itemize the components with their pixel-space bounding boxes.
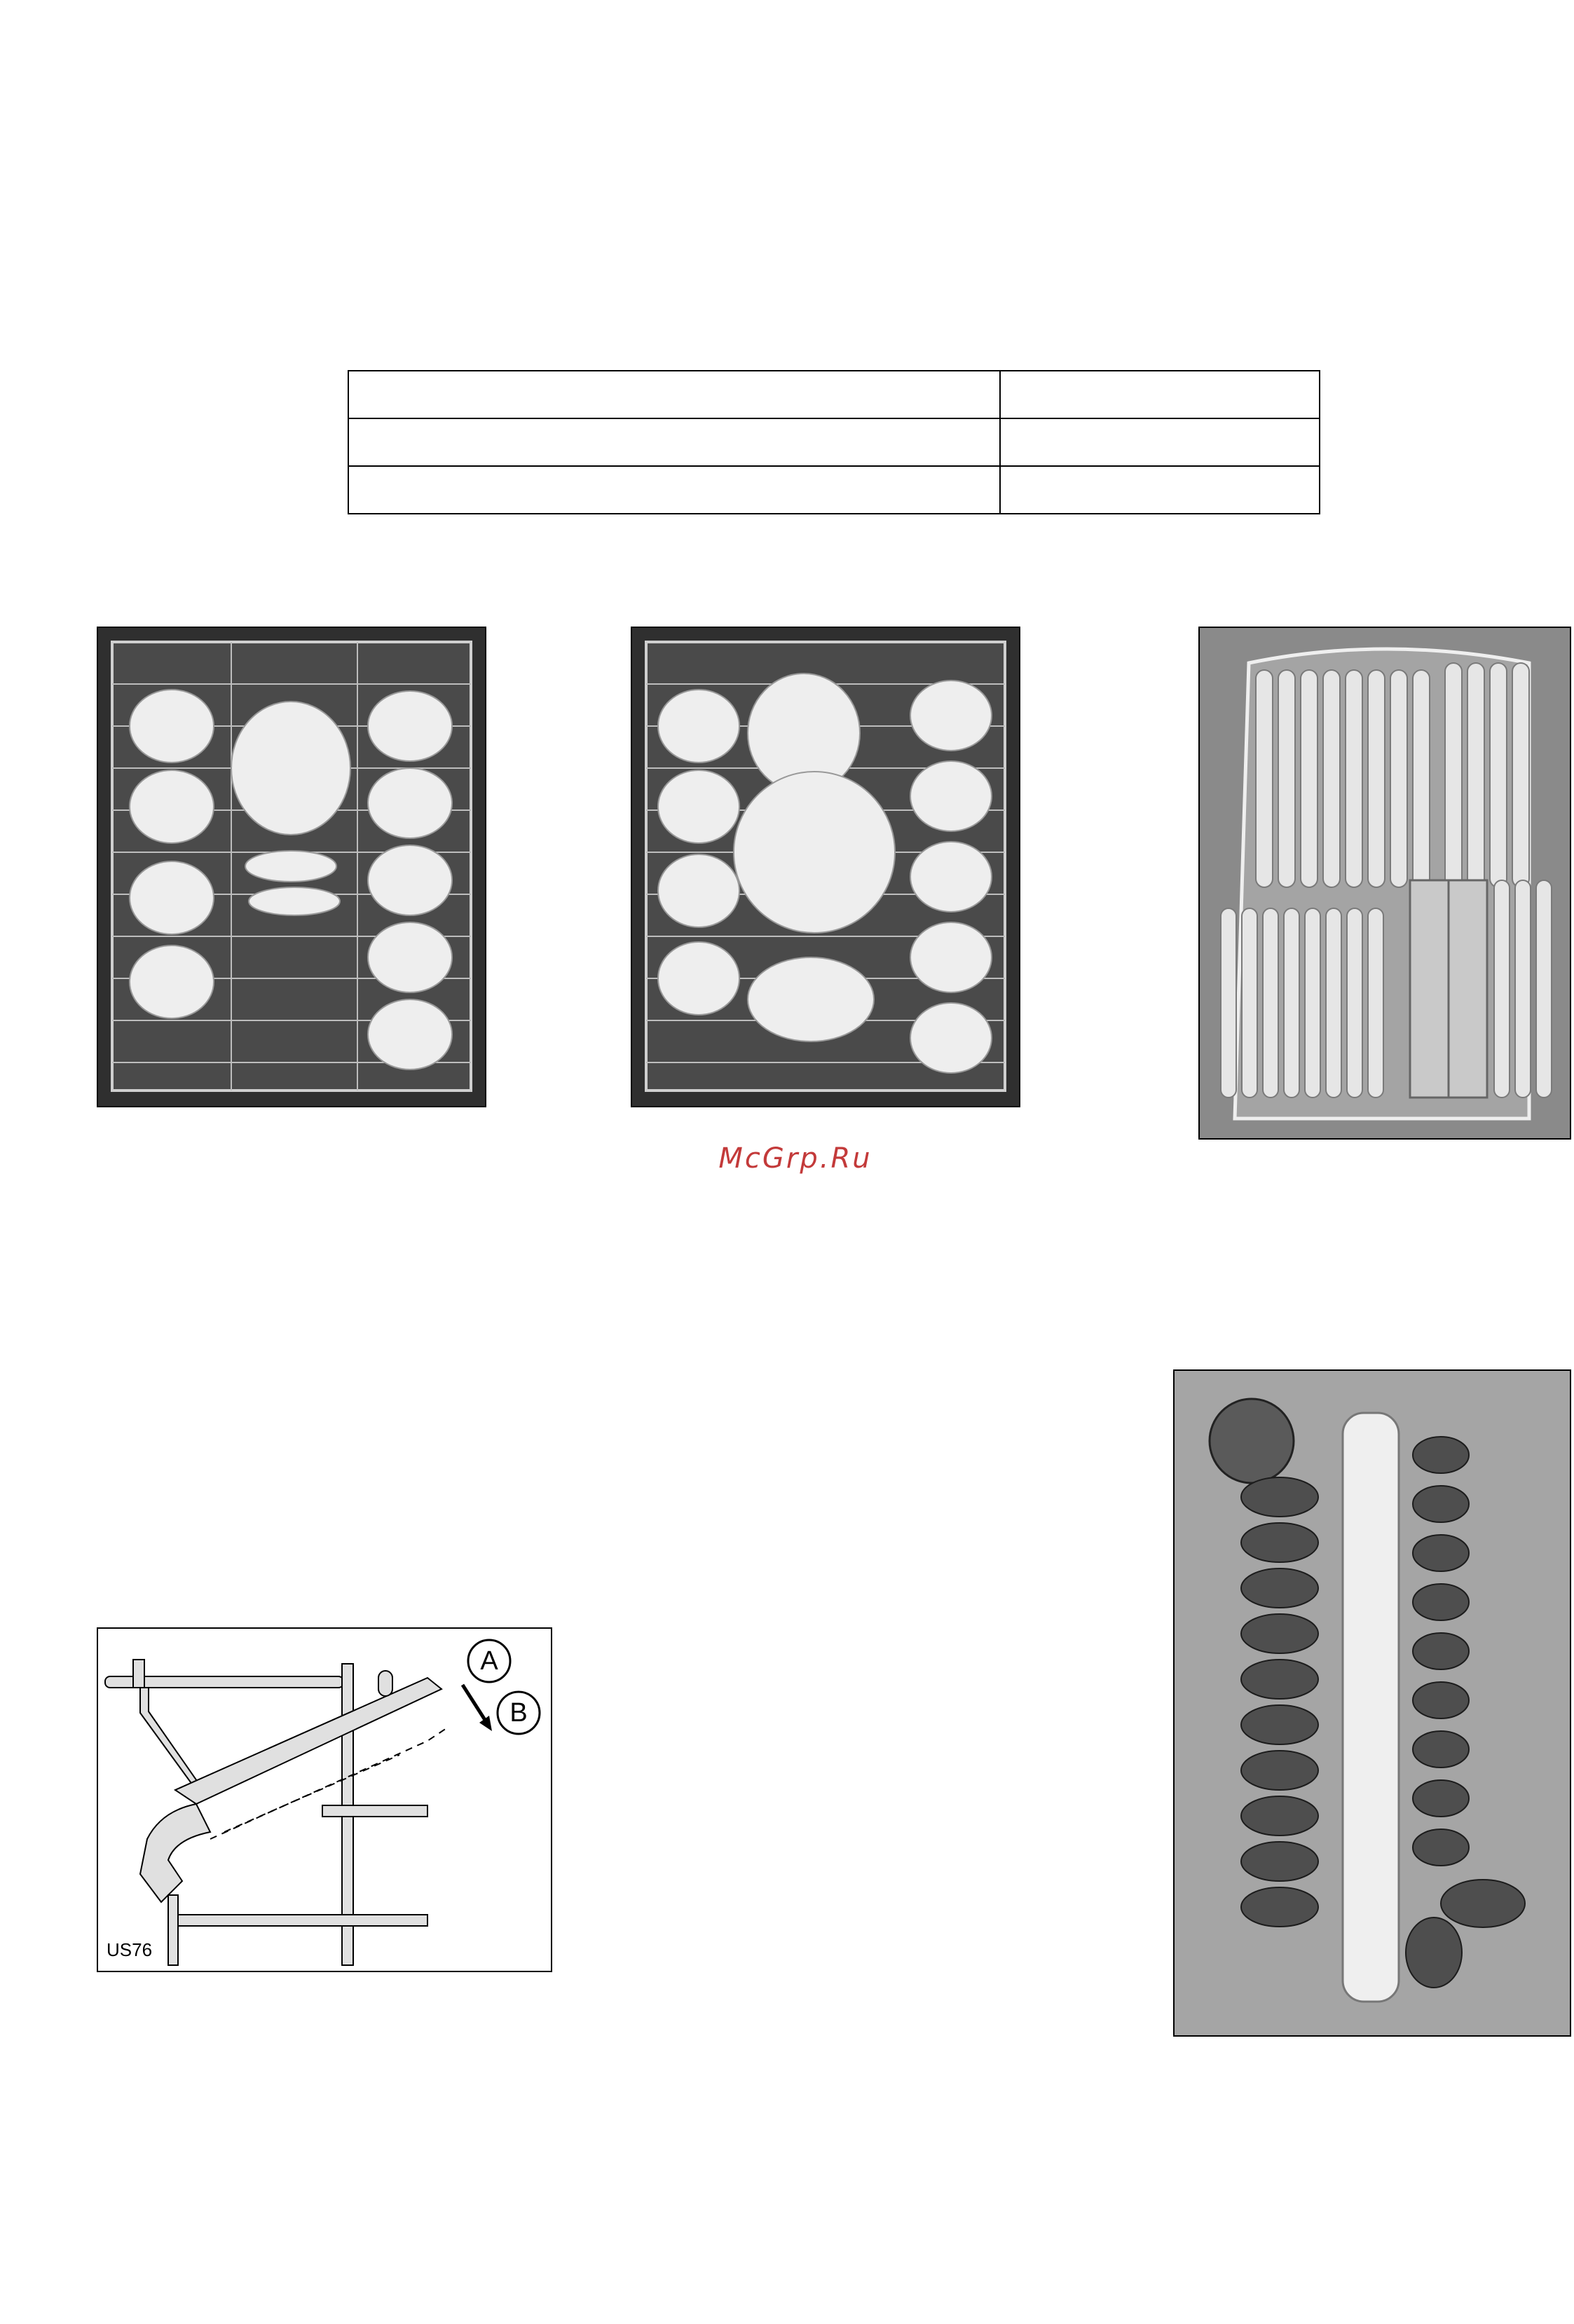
table-row [348, 466, 1320, 514]
cup-rack-icon [98, 1629, 551, 1971]
dishwasher-upper-basket-icon [632, 628, 1019, 1106]
table-cell [1000, 418, 1320, 466]
diagram-code: US76 [107, 1939, 153, 1960]
upper-basket-bowls-photo [631, 627, 1020, 1107]
cutlery-basket-photo [1173, 1369, 1571, 2037]
dishwasher-upper-basket-icon [98, 628, 485, 1106]
dishwasher-lower-basket-icon [1200, 628, 1570, 1138]
table-cell [348, 371, 1000, 418]
table-cell [348, 466, 1000, 514]
table-row [348, 418, 1320, 466]
label-b: B [509, 1698, 528, 1728]
table-cell [1000, 371, 1320, 418]
cup-rack-diagram [97, 1627, 552, 1972]
table-cell [348, 418, 1000, 466]
table-cell [1000, 466, 1320, 514]
watermark: McGrp.Ru [718, 1142, 872, 1175]
lower-basket-plates-photo [1198, 627, 1571, 1140]
spec-table [348, 370, 1320, 514]
label-a: A [480, 1646, 498, 1676]
table-row [348, 371, 1320, 418]
upper-basket-cups-photo [97, 627, 486, 1107]
cutlery-basket-icon [1175, 1371, 1570, 2035]
